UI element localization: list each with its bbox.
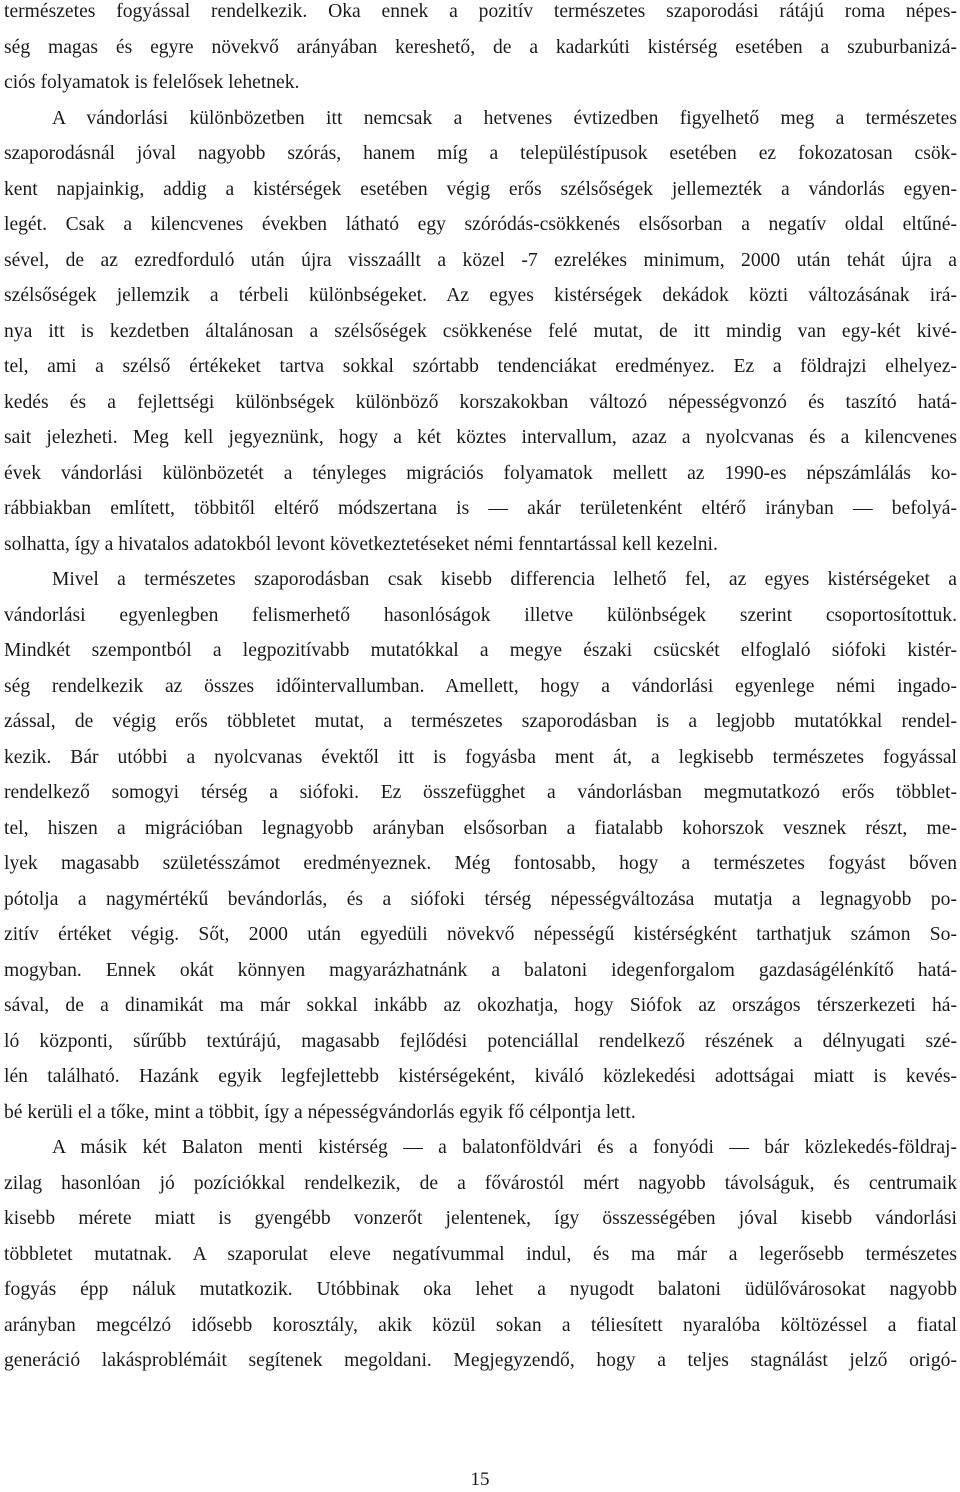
text-line: A másik két Balaton menti kistérség — a balatonföldvári és a fonyódi — bár közlekedés-földraj- [52,1137,957,1158]
text-line: rendelkező somogyi térség a siófoki. Ez összefügghet a vándorlásban megmutatkozó erős többlet- [4,782,957,803]
text-line: kisebb mérete miatt is gyengébb vonzerőt jelentenek, így összességében jóval kisebb vándorlási [4,1208,957,1229]
text-line: szélsőségek jellemzik a térbeli különbségeket. Az egyes kistérségek dekádok közti változásának irá- [4,285,957,306]
text-line: A vándorlási különbözetben itt nemcsak a hetvenes évtizedben figyelhető meg a természetes [52,107,957,129]
text-line: pótolja a nagymértékű bevándorlás, és a siófoki térség népességváltozása mutatja a legnagyobb po- [4,888,957,910]
text-line: ciós folyamatok is felelősek lehetnek. [4,72,300,93]
text-line: kedés és a fejlettségi különbségek különböző korszakokban változó népességvonzó és taszító hatá- [4,391,957,413]
text-line: tel, ami a szélső értékeket tartva sokkal szórtabb tendenciákat eredményez. Ez a földrajzi elhelyez- [4,356,957,377]
text-line: fogyás épp náluk mutatkozik. Utóbbinak oka lehet a nyugodt balatoni üdülővárosokat nagyobb [4,1279,957,1300]
text-line: többletet mutatnak. A szaporulat eleve negatívummal indul, és ma már a legerősebb természetes [4,1243,957,1265]
text-line: zitív értéket végig. Sőt, 2000 után egyedüli növekvő népességű kistérségként tarthatjuk számon So- [4,924,957,945]
paragraph [4,101,957,563]
text-line: generáció lakásproblémáit segítenek megoldani. Megjegyzendő, hogy a teljes stagnálást jelző origó- [4,1350,957,1371]
text-line: sével, de az ezredforduló után újra visszaállt a közel -7 ezrelékes minimum, 2000 után tehát újra a [4,249,957,271]
text-line: Mivel a természetes szaporodásban csak kisebb differencia lelhető fel, az egyes kistérségeket a [52,569,957,590]
text-line: lyek magasabb születésszámot eredményeznek. Még fontosabb, hogy a természetes fogyást bőven [4,853,957,874]
text-line: rábbiakban említett, többitől eltérő módszertana is — akár területenként eltérő irányban — befolyá- [4,498,957,519]
text-line: vándorlási egyenlegben felismerhető hasonlóságok illetve különbségek szerint csoportosítottuk. [4,604,957,626]
text-line: ség magas és egyre növekvő arányában kereshető, de a kadarkúti kistérség esetében a szuburbanizá- [4,36,957,58]
body-text [4,0,957,1379]
text-line: bé kerüli el a tőke, mint a többit, így a népességvándorlás egyik fő célpontja lett. [4,1101,636,1123]
text-line: ség rendelkezik az összes időintervallumban. Amellett, hogy a vándorlási egyenlege némi ingado- [4,675,957,697]
text-line: legét. Csak a kilencvenes években látható egy szóródás-csökkenés elsősorban a negatív oldal eltűné- [4,214,957,235]
text-line: solhatta, így a hivatalos adatokból levont következtetéseket némi fenntartással kell kezelni. [4,533,718,555]
text-line: kezik. Bár utóbbi a nyolcvanas évektől itt is fogyásba ment át, a legkisebb természetes fogyással [4,746,957,768]
text-line: arányban megcélzó idősebb korosztály, akik közül sokan a téliesített nyaralóba költözéssel a fiatal [4,1314,957,1336]
text-line: kent napjainkig, addig a kistérségek esetében végig erős szélsőségek jellemezték a vándorlás egyen- [4,178,957,200]
text-line: szaporodásnál jóval nagyobb szórás, hanem míg a településtípusok esetében ez fokozatosan csök- [4,143,957,164]
text-line: Mindkét szempontból a legpozitívabb mutatókkal a megye északi csücskét elfoglaló siófoki kistér- [4,640,957,661]
page-number: 15 [470,1469,490,1490]
paragraph [4,1130,957,1379]
text-line: zással, de végig erős többletet mutat, a természetes szaporodásban is a legjobb mutatókkal rendel- [4,711,957,732]
text-line: ló központi, sűrűbb textúrájú, magasabb fejlődési potenciállal rendelkező részének a délnyugati szé- [4,1030,957,1052]
paragraph [4,0,957,101]
text-line: sával, de a dinamikát ma már sokkal inkább az okozhatja, hogy Siófok az országos térszerkezeti há- [4,995,957,1016]
text-line: nya itt is kezdetben általánosan a szélsőségek csökkenése felé mutat, de itt mindig van egy-két kivé- [4,320,957,342]
text-line: természetes fogyással rendelkezik. Oka ennek a pozitív természetes szaporodási rátájú roma népes- [4,1,957,22]
text-line: lén található. Hazánk egyik legfejlettebb kistérségeként, kiváló közlekedési adottságai miatt is kevés- [4,1066,957,1087]
text-line: évek vándorlási különbözetét a tényleges migrációs folyamatok mellett az 1990-es népszámlálás ko- [4,462,957,484]
text-line: sait jelezheti. Meg kell jegyeznünk, hogy a két köztes intervallum, azaz a nyolcvanas és a kilencvenes [4,427,957,448]
text-line: mogyban. Ennek okát könnyen magyarázhatnánk a balatoni idegenforgalom gazdaságélénkítő hatá- [4,959,957,981]
paragraph [4,562,957,1130]
text-line: zilag hasonlóan jó pozíciókkal rendelkezik, de a fővárostól mért nagyobb távolságuk, és centrumaik [4,1172,957,1194]
text-line: tel, hiszen a migrációban legnagyobb arányban elsősorban a fiatalabb kohorszok vesznek részt, me- [4,817,957,839]
